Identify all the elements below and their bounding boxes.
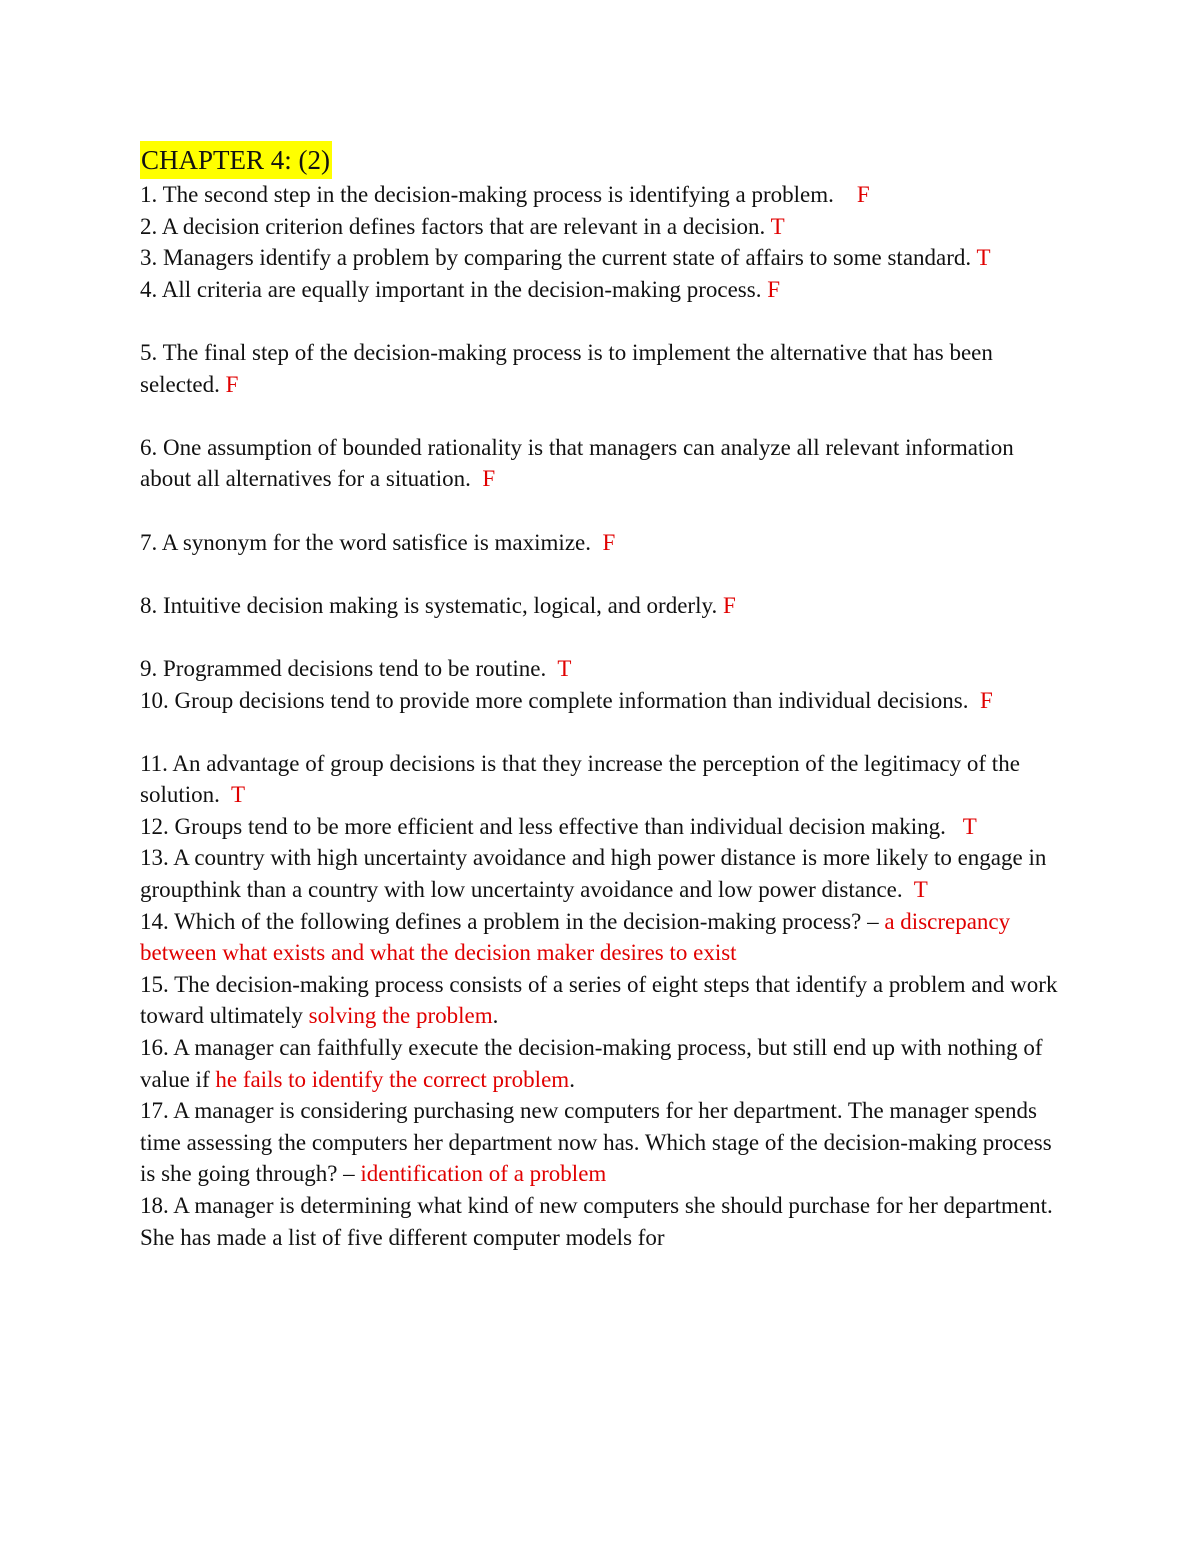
answer-text: identification of a problem bbox=[360, 1161, 607, 1187]
question-10 bbox=[140, 685, 1065, 717]
question-14 bbox=[140, 906, 1065, 969]
document-page bbox=[140, 141, 1065, 1253]
question-2 bbox=[140, 211, 1065, 243]
answer-mark: F bbox=[482, 466, 496, 492]
question-text: 14. Which of the following defines a problem in the decision-making process? – bbox=[140, 908, 879, 934]
chapter-heading: CHAPTER 4: (2) bbox=[140, 141, 332, 179]
blank-line bbox=[140, 621, 1065, 653]
answer-mark: F bbox=[722, 592, 736, 618]
blank-line bbox=[140, 558, 1065, 590]
blank-line bbox=[140, 305, 1065, 337]
question-text: 2. A decision criterion defines factors that are relevant in a decision. bbox=[140, 213, 766, 239]
blank-line bbox=[140, 495, 1065, 527]
question-18 bbox=[140, 1190, 1065, 1253]
question-11 bbox=[140, 748, 1065, 811]
question-text: 11. An advantage of group decisions is that they increase the perception of the legitimacy of the solution. bbox=[140, 750, 1020, 808]
answer-mark: F bbox=[602, 529, 616, 555]
question-13 bbox=[140, 842, 1065, 905]
answer-text: he fails to identify the correct problem bbox=[215, 1066, 570, 1092]
question-9 bbox=[140, 653, 1065, 685]
answer-mark: T bbox=[976, 245, 991, 271]
question-17 bbox=[140, 1095, 1065, 1190]
answer-suffix: . bbox=[492, 1003, 499, 1029]
blank-line bbox=[140, 716, 1065, 748]
question-text: 18. A manager is determining what kind of new computers she should purchase for her department. She has made a list of five different computer models for bbox=[140, 1193, 1053, 1250]
blank-line bbox=[140, 400, 1065, 432]
question-1 bbox=[140, 179, 1065, 211]
question-15 bbox=[140, 969, 1065, 1032]
question-text: 12. Groups tend to be more efficient and less effective than individual decision making. bbox=[140, 813, 946, 839]
question-text: 1. The second step in the decision-making process is identifying a problem. bbox=[140, 182, 834, 207]
question-7 bbox=[140, 527, 1065, 559]
question-text: 6. One assumption of bounded rationality is that managers can analyze all relevant information about all alternatives for a situation. bbox=[140, 434, 1014, 492]
question-3 bbox=[140, 242, 1065, 274]
answer-text: a discrepancy between what exists and what the decision maker desires to exist bbox=[140, 908, 1011, 966]
answer-mark: F bbox=[856, 182, 870, 207]
question-4 bbox=[140, 274, 1065, 306]
answer-mark: T bbox=[770, 213, 785, 239]
question-12 bbox=[140, 811, 1065, 843]
question-text: 3. Managers identify a problem by comparing the current state of affairs to some standard. bbox=[140, 245, 972, 271]
question-text: 16. A manager can faithfully execute the decision-making process, but still end up with nothing of value if bbox=[140, 1035, 1043, 1092]
answer-mark: T bbox=[913, 877, 928, 903]
question-text: 8. Intuitive decision making is systematic, logical, and orderly. bbox=[140, 592, 718, 618]
question-text: 10. Group decisions tend to provide more complete information than individual decisions. bbox=[140, 687, 969, 713]
answer-suffix: . bbox=[569, 1066, 575, 1092]
question-text: 15. The decision-making process consists of a series of eight steps that identify a problem and work toward ultimately bbox=[140, 971, 1058, 1029]
answer-mark: T bbox=[962, 813, 977, 839]
question-text: 7. A synonym for the word satisfice is maximize. bbox=[140, 529, 591, 555]
question-text: 17. A manager is considering purchasing new computers for her department. The manager spends time assessing the computers her department now has. Which stage of the decision-making process is she going through? – bbox=[140, 1098, 1052, 1187]
question-text: 5. The final step of the decision-making process is to implement the alternative that has been selected. bbox=[140, 339, 993, 397]
question-text: 9. Programmed decisions tend to be routine. bbox=[140, 655, 547, 681]
question-6 bbox=[140, 432, 1065, 495]
answer-mark: T bbox=[557, 655, 572, 681]
answer-mark: F bbox=[225, 371, 239, 397]
question-8 bbox=[140, 590, 1065, 622]
question-5 bbox=[140, 337, 1065, 400]
answer-text: solving the problem bbox=[308, 1003, 493, 1029]
answer-mark: F bbox=[979, 687, 993, 713]
question-text: 4. All criteria are equally important in the decision-making process. bbox=[140, 276, 762, 302]
answer-mark: F bbox=[767, 276, 780, 302]
question-text: 13. A country with high uncertainty avoidance and high power distance is more likely to engage in groupthink than a country with low uncertainty avoidance and low power distance. bbox=[140, 845, 1047, 903]
answer-mark: T bbox=[230, 782, 246, 808]
question-16 bbox=[140, 1032, 1065, 1095]
